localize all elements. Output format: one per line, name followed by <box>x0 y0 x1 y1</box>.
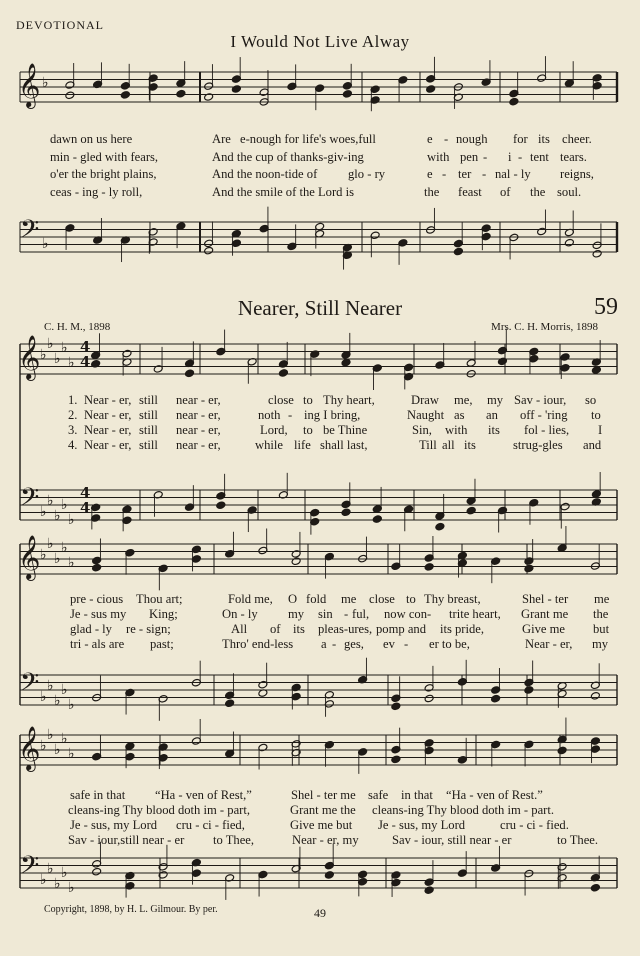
hymn2-verse-line: 4. Near - er, still near - er, while life shall last, Till all its strug-gles and <box>68 438 602 452</box>
hymn2-verse-line: cleans-ing Thy blood doth im - part, Grant me the cleans-ing Thy blood doth im - part. <box>68 803 554 817</box>
svg-text:♭: ♭ <box>40 872 47 888</box>
svg-text:♭: ♭ <box>54 876 61 892</box>
hymn2-verse-line: 2. Near - er, still near - er, noth - ing I bring, Naught as an off - 'ring to <box>68 408 601 422</box>
hymn2-verse-line: pre - cious Thou art; Fold me, O fold me close to Thy breast, Shel - ter me <box>70 592 610 606</box>
svg-text:♭: ♭ <box>68 555 75 571</box>
svg-text:♭: ♭ <box>61 865 68 881</box>
svg-text:𝄞: 𝄞 <box>18 726 41 770</box>
hymn2-bass-staff-1 <box>20 490 617 520</box>
svg-text:♭: ♭ <box>47 536 54 552</box>
svg-text:♭: ♭ <box>61 540 68 556</box>
svg-text:𝄢: 𝄢 <box>20 483 40 518</box>
svg-text:𝄞: 𝄞 <box>18 63 41 107</box>
hymn1-verse-line: ceas - ing - ly roll, And the smile of the Lord is the feast of the soul. <box>50 185 582 199</box>
hymn-title-i-would-not-live-alway: I Would Not Live Alway <box>230 32 410 51</box>
author-credit: Mrs. C. H. Morris, 1898 <box>491 321 598 333</box>
hymn2-verse-line: glad - ly re - sign; All of its pleas-ures, pomp and its pride, Give me but <box>70 622 610 636</box>
copyright-notice: Copyright, 1898, by H. L. Gilmour. By per. <box>44 904 218 915</box>
hymn2-verse-line: 3. Near - er, still near - er, Lord, to be Thine Sin, with its fol - lies, I <box>68 423 603 437</box>
composer-credit: C. H. M., 1898 <box>44 321 111 333</box>
svg-text:♭: ♭ <box>61 497 68 513</box>
svg-text:♭: ♭ <box>47 727 54 743</box>
hymn2-verse-line: Sav - iour,still near - er to Thee, Near - er, my Sav - iour, still near - er to Thee. <box>68 833 599 847</box>
hymn2-treble-staff-3 <box>20 735 617 765</box>
svg-text:4: 4 <box>80 338 91 356</box>
svg-text:♭: ♭ <box>40 689 47 705</box>
svg-text:♭: ♭ <box>40 738 47 754</box>
svg-text:♭: ♭ <box>54 551 61 567</box>
hymn2-verse-line: safe in that “Ha - ven of Rest,” Shel - ter me safe in that “Ha - ven of Rest.” <box>70 788 543 802</box>
svg-text:♭: ♭ <box>40 504 47 520</box>
svg-text:♭: ♭ <box>54 742 61 758</box>
hymn2-verse-line: tri - als are past; Thro' end-less a - ges, ev - er to be, Near - er, my <box>70 637 609 651</box>
hymn-number: 59 <box>594 294 618 320</box>
svg-text:♭: ♭ <box>40 347 47 363</box>
svg-text:♭: ♭ <box>42 236 49 252</box>
hymn1-verse-line: o'er the bright plains, And the noon-tide of glo - ry e - ter - nal - ly reigns, <box>50 167 594 181</box>
svg-text:♭: ♭ <box>54 693 61 709</box>
svg-text:𝄞: 𝄞 <box>18 535 41 579</box>
svg-text:♭: ♭ <box>68 746 75 762</box>
page-number: 49 <box>314 906 326 920</box>
svg-text:♭: ♭ <box>54 351 61 367</box>
hymn2-bass-staff-3 <box>20 858 617 888</box>
svg-text:♭: ♭ <box>47 861 54 877</box>
hymn-title-nearer-still-nearer: Nearer, Still Nearer <box>237 296 403 320</box>
svg-text:♭: ♭ <box>61 340 68 356</box>
hymn2-verse-line: Je - sus my King; On - ly my sin - ful, now con- trite heart, Grant me the <box>70 607 609 621</box>
svg-text:𝄞: 𝄞 <box>18 335 41 379</box>
svg-text:𝄢: 𝄢 <box>20 851 40 886</box>
svg-text:♭: ♭ <box>47 493 54 509</box>
svg-text:4: 4 <box>80 499 91 517</box>
svg-text:♭: ♭ <box>68 355 75 371</box>
hymn2-treble-staff-1 <box>20 344 617 374</box>
svg-text:𝄢: 𝄢 <box>20 668 40 703</box>
hymn2-verse-line: Je - sus, my Lord cru - ci - fied, Give me but Je - sus, my Lord cru - ci - fied. <box>70 818 569 832</box>
hymn1-verse-line: min - gled with fears, And the cup of thanks-giv-ing with pen - i - tent tears. <box>50 150 587 164</box>
svg-text:♭: ♭ <box>61 682 68 698</box>
svg-text:♭: ♭ <box>54 508 61 524</box>
svg-text:♭: ♭ <box>47 678 54 694</box>
svg-text:𝄢: 𝄢 <box>20 215 40 250</box>
svg-text:♭: ♭ <box>61 731 68 747</box>
svg-text:♭: ♭ <box>68 697 75 713</box>
section-label: DEVOTIONAL <box>16 18 104 32</box>
hymn2-verse-line: 1. Near - er, still near - er, close to Thy heart, Draw me, my Sav - iour, so <box>68 393 597 407</box>
svg-text:4: 4 <box>80 484 91 502</box>
svg-text:4: 4 <box>80 353 91 371</box>
svg-text:♭: ♭ <box>42 75 49 91</box>
svg-text:♭: ♭ <box>40 547 47 563</box>
hymn1-verse-line: dawn on us here Are e-nough for life's woes,full e - nough for its cheer. <box>50 132 592 146</box>
svg-text:♭: ♭ <box>68 512 75 528</box>
svg-text:♭: ♭ <box>47 336 54 352</box>
svg-text:♭: ♭ <box>68 880 75 896</box>
